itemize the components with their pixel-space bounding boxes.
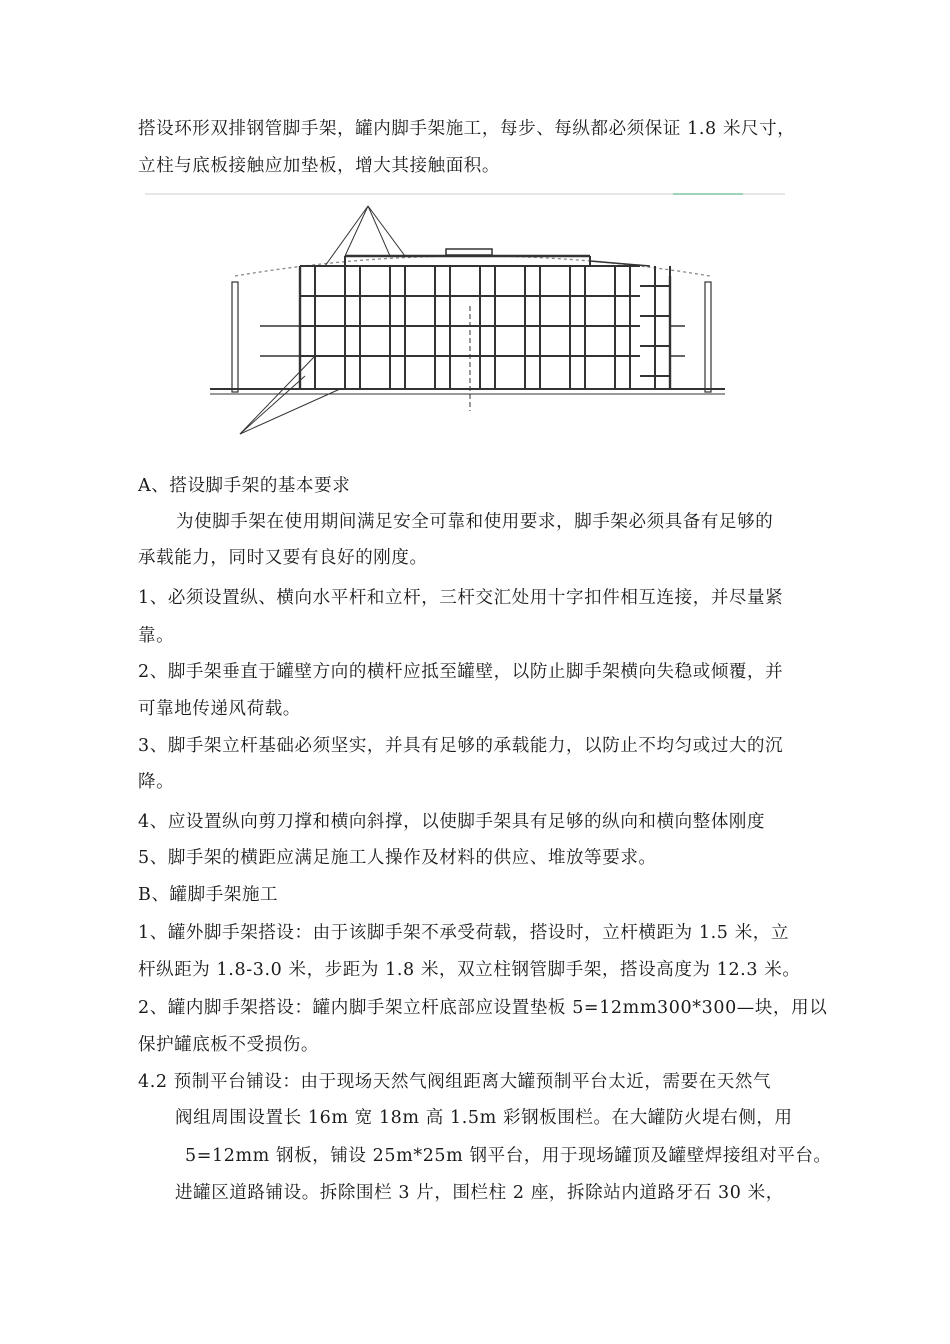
tank-wall-left xyxy=(232,282,238,392)
section-4-2-line: 进罐区道路铺设。拆除围栏 3 片，围栏柱 2 座，拆除站内道路牙石 30 米， xyxy=(175,1183,784,1203)
scaffold-diagram xyxy=(140,186,790,446)
scaffold-drawing xyxy=(145,194,785,434)
list-item-b1: 1、罐外脚手架搭设：由于该脚手架不承受荷载，搭设时，立杆横距为 1.5 米，立 xyxy=(138,923,789,943)
leader-line xyxy=(240,376,305,434)
list-item-3-cont: 降。 xyxy=(138,772,175,792)
list-item-3: 3、脚手架立杆基础必须坚实，并具有足够的承载能力，以防止不均匀或过大的沉 xyxy=(138,736,784,756)
list-item-2: 2、脚手架垂直于罐壁方向的横杆应抵至罐壁，以防止脚手架横向失稳或倾覆，并 xyxy=(138,662,784,682)
intro-line-1: 搭设环形双排钢管脚手架，罐内脚手架施工，每步、每纵都必须保证 1.8 米尺寸， xyxy=(138,119,796,139)
leader-line xyxy=(240,356,315,434)
section-b-heading: B、罐脚手架施工 xyxy=(138,885,279,905)
paragraph-line: 承载能力，同时又要有良好的刚度。 xyxy=(138,548,428,568)
tank-wall-right xyxy=(705,282,711,392)
list-item-1-cont: 靠。 xyxy=(138,626,175,646)
list-item-4: 4、应设置纵向剪刀撑和横向斜撑，以使脚手架具有足够的纵向和横向整体刚度 xyxy=(138,812,766,832)
list-item-5: 5、脚手架的横距应满足施工人操作及材料的供应、堆放等要求。 xyxy=(138,848,657,868)
list-item-b1-cont: 杆纵距为 1.8-3.0 米，步距为 1.8 米，双立柱钢管脚手架，搭设高度为 12.3 米。 xyxy=(138,960,801,980)
list-item-b2-cont: 保护罐底板不受损伤。 xyxy=(138,1035,319,1055)
list-item-1: 1、必须设置纵、横向水平杆和立杆，三杆交汇处用十字扣件相互连接，并尽量紧 xyxy=(138,588,784,608)
intro-line-2: 立柱与底板接触应加垫板，增大其接触面积。 xyxy=(138,156,500,176)
leader-line xyxy=(240,389,340,434)
section-4-2-line: 5=12mm 钢板，铺设 25m*25m 钢平台，用于现场罐顶及罐壁焊接组对平台。 xyxy=(185,1146,832,1166)
leader-line xyxy=(345,206,368,256)
section-4-2-line: 4.2 预制平台铺设：由于现场天然气阀组距离大罐预制平台太近，需要在天然气 xyxy=(138,1072,772,1092)
list-item-2-cont: 可靠地传递风荷载。 xyxy=(138,699,301,719)
section-4-2-line: 阀组周围设置长 16m 宽 18m 高 1.5m 彩钢板围栏。在大罐防火堤右侧，用 xyxy=(175,1108,793,1128)
section-a-heading: A、搭设脚手架的基本要求 xyxy=(138,476,351,496)
list-item-b2: 2、罐内脚手架搭设：罐内脚手架立杆底部应设置垫板 5=12mm300*300—块，用以 xyxy=(138,998,828,1018)
paragraph-line: 为使脚手架在使用期间满足安全可靠和使用要求，脚手架必须具备有足够的 xyxy=(176,512,774,532)
roof-plate xyxy=(446,249,492,255)
